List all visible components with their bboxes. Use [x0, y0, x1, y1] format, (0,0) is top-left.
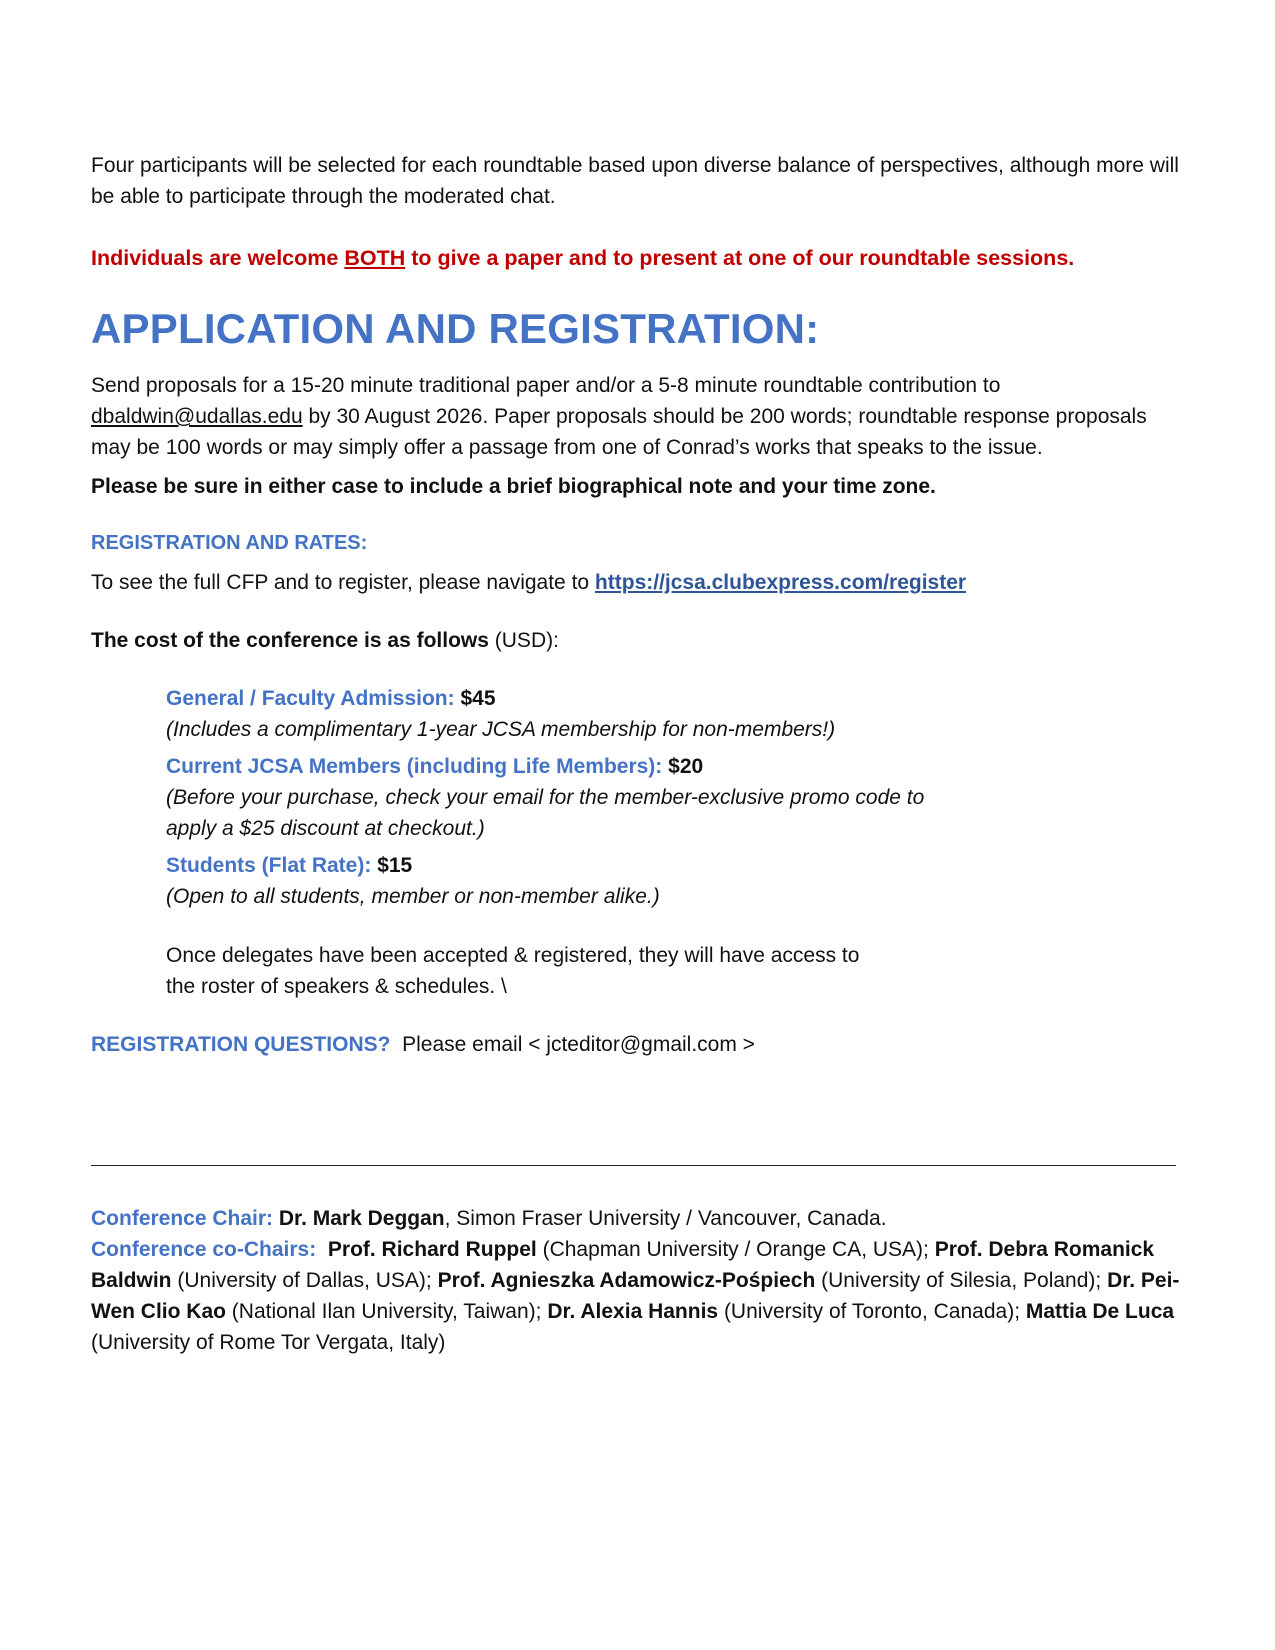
cochair-affiliation: (University of Rome Tor Vergata, Italy) — [91, 1331, 446, 1354]
rate-price: $45 — [460, 687, 496, 710]
cochair-name: Prof. Richard Ruppel — [327, 1238, 537, 1261]
notice-after: to give a paper and to present at one of our roundtable sessions. — [405, 246, 1075, 270]
rate-item — [166, 751, 926, 844]
rate-note: (Before your purchase, check your email for the member-exclusive promo code to apply a $25 discount at checkout.) — [166, 786, 925, 840]
cochair-affiliation: (National Ilan University, Taiwan); — [225, 1300, 548, 1323]
delegates-note: Once delegates have been accepted & registered, they will have access to the roster of speakers & schedules. \ — [166, 944, 860, 998]
rate-label: Current JCSA Members (including Life Members): — [166, 755, 663, 778]
chair-label: Conference Chair: — [91, 1207, 274, 1230]
rate-title — [166, 850, 926, 881]
cost-intro-bold: The cost of the conference is as follows — [91, 629, 489, 652]
bio-note: Please be sure in either case to include a brief biographical note and your time zone. — [91, 475, 936, 498]
chair-name: Dr. Mark Deggan — [278, 1207, 445, 1230]
cochair-affiliation: (Chapman University / Orange CA, USA); — [536, 1238, 935, 1261]
rates-heading: REGISTRATION AND RATES: — [91, 532, 368, 554]
rate-price: $15 — [377, 854, 413, 877]
conference-chair — [91, 1203, 1191, 1234]
cfp-text: To see the full CFP and to register, please navigate to — [91, 571, 595, 594]
proposal-email-link[interactable]: dbaldwin@udallas.edu — [91, 405, 303, 428]
cochairs-label: Conference co-Chairs: — [91, 1238, 317, 1261]
cochair-affiliation: (University of Silesia, Poland); — [815, 1269, 1108, 1292]
rate-label: Students (Flat Rate): — [166, 854, 372, 877]
rate-label: General / Faculty Admission: — [166, 687, 455, 710]
notice-before: Individuals are welcome — [91, 246, 345, 270]
notice-emphasis: BOTH — [344, 246, 406, 270]
rate-title — [166, 683, 926, 714]
cochair-name: Dr. Alexia Hannis — [547, 1300, 719, 1323]
rate-title — [166, 751, 926, 782]
intro-paragraph: Four participants will be selected for each roundtable based upon diverse balance of perspectives, although more will be able to participate through the moderated chat. — [91, 154, 1179, 208]
chair-affiliation: , Simon Fraser University / Vancouver, Canada. — [444, 1207, 887, 1230]
cochair-name: Prof. Agnieszka Adamowicz-Pośpiech — [437, 1269, 816, 1292]
rate-note: (Open to all students, member or non-member alike.) — [166, 885, 660, 908]
questions-label: REGISTRATION QUESTIONS? — [91, 1033, 391, 1056]
section-divider — [91, 1165, 1176, 1166]
cochair-name: Mattia De Luca — [1025, 1300, 1175, 1323]
rate-item — [166, 850, 926, 912]
cfp-paragraph — [91, 567, 1191, 598]
both-notice — [91, 243, 1191, 274]
conference-cochairs — [91, 1234, 1191, 1358]
proposal-text-after: by 30 August 2026. Paper proposals should be 200 words; roundtable response proposals may be 100 words or may simply offer a passage from one of Conrad’s works that speaks to the issue. — [91, 405, 1147, 459]
register-link[interactable]: https://jcsa.clubexpress.com/register — [594, 571, 967, 594]
rate-price: $20 — [668, 755, 704, 778]
questions-contact: Please email < jcteditor@gmail.com > — [390, 1033, 755, 1056]
cost-intro-rest: (USD): — [488, 629, 559, 652]
proposal-text-before: Send proposals for a 15-20 minute traditional paper and/or a 5-8 minute roundtable contribution to — [91, 374, 1001, 397]
proposal-paragraph — [91, 370, 1191, 463]
cochair-affiliation: (University of Dallas, USA); — [171, 1269, 438, 1292]
cost-intro — [91, 625, 1191, 656]
cochair-affiliation: (University of Toronto, Canada); — [718, 1300, 1026, 1323]
cochair-name: Dr. Pei-Wen Clio Kao — [91, 1269, 1180, 1323]
cochair-name: Prof. Debra Romanick Baldwin — [91, 1238, 1155, 1292]
application-heading: APPLICATION AND REGISTRATION: — [91, 305, 820, 352]
registration-questions — [91, 1029, 1191, 1060]
rates-list — [166, 683, 926, 1002]
rate-item — [166, 683, 926, 745]
rate-note: (Includes a complimentary 1-year JCSA membership for non-members!) — [166, 718, 836, 741]
document-page — [91, 150, 1191, 1358]
